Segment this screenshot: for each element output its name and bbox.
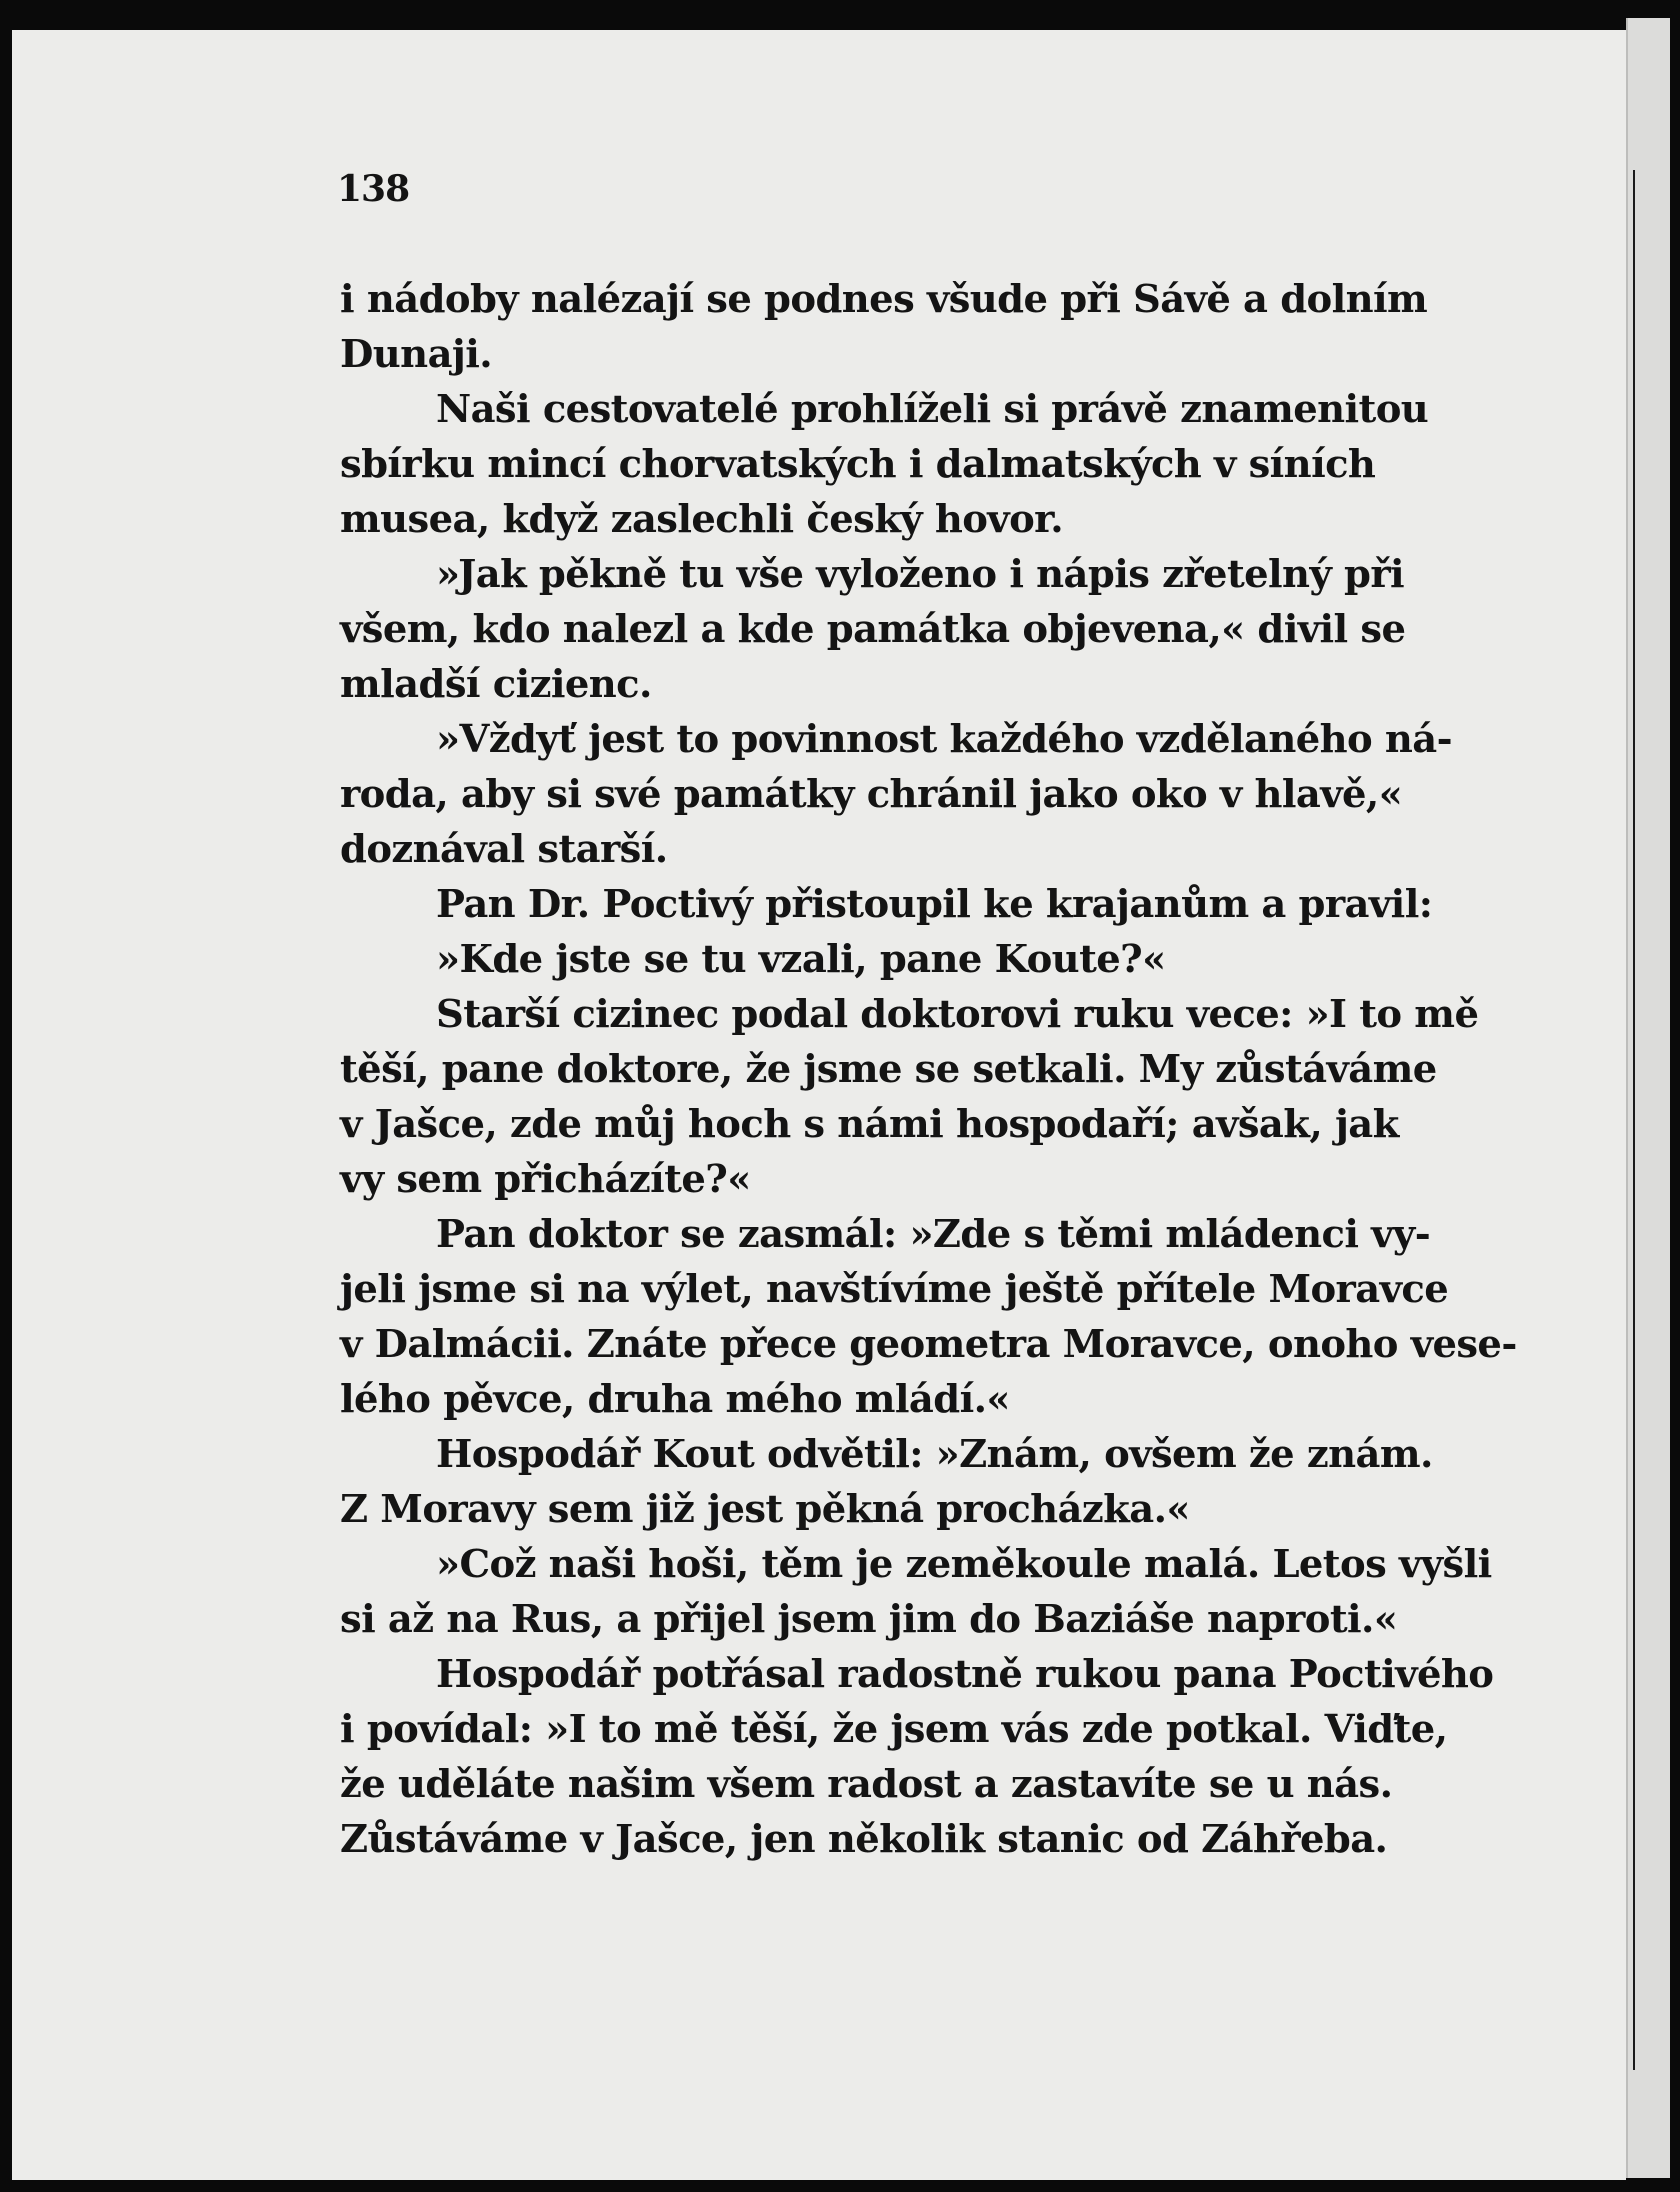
text-line: Starší cizinec podal doktorovi ruku vece: »I to mě [436, 992, 1479, 1037]
text-line: mladší cizienc. [340, 662, 652, 707]
text-line: Pan Dr. Poctivý přistoupil ke krajanům a pravil: [436, 882, 1433, 927]
text-line: v Dalmácii. Znáte přece geometra Moravce, onoho vese- [340, 1322, 1517, 1367]
text-line: »Což naši hoši, těm je zeměkoule malá. Letos vyšli [436, 1542, 1492, 1587]
text-line: doznával starší. [340, 827, 668, 872]
text-line: Pan doktor se zasmál: »Zde s těmi mládenci vy- [436, 1212, 1431, 1257]
text-line: i povídal: »I to mě těší, že jsem vás zde potkal. Viďte, [340, 1707, 1448, 1752]
text-line: sbírku mincí chorvatských i dalmatských v síních [340, 442, 1376, 487]
text-line: lého pěvce, druha mého mládí.« [340, 1377, 1010, 1422]
text-line: roda, aby si své památky chránil jako oko v hlavě,« [340, 772, 1403, 817]
text-line: Hospodář potřásal radostně rukou pana Poctivého [436, 1652, 1494, 1697]
text-line: Dunaji. [340, 332, 493, 377]
text-line: Naši cestovatelé prohlíželi si právě znamenitou [436, 387, 1429, 432]
text-line: si až na Rus, a přijel jsem jim do Baziáše naproti.« [340, 1597, 1398, 1642]
text-line: Hospodář Kout odvětil: »Znám, ovšem že znám. [436, 1432, 1433, 1477]
text-line: Z Moravy sem již jest pěkná procházka.« [340, 1487, 1190, 1532]
text-line: »Vždyť jest to povinnost každého vzdělaného ná- [436, 717, 1453, 762]
text-line: musea, když zaslechli český hovor. [340, 497, 1064, 542]
page-number: 138 [337, 168, 410, 210]
page-gutter-line [1633, 170, 1635, 2070]
text-line: i nádoby nalézají se podnes všude při Sávě a dolním [340, 277, 1428, 322]
text-line: »Jak pěkně tu vše vyloženo i nápis zřetelný při [436, 552, 1405, 597]
text-line: že uděláte našim všem radost a zastavíte se u nás. [340, 1762, 1393, 1807]
text-line: Zůstáváme v Jašce, jen několik stanic od Záhřeba. [340, 1817, 1388, 1862]
body-text [340, 272, 1517, 1867]
text-line: »Kde jste se tu vzali, pane Koute?« [436, 937, 1166, 982]
text-line: vy sem přicházíte?« [340, 1157, 751, 1202]
text-line: jeli jsme si na výlet, navštívíme ještě přítele Moravce [340, 1267, 1449, 1312]
text-line: těší, pane doktore, že jsme se setkali. My zůstáváme [340, 1047, 1437, 1092]
text-line: všem, kdo nalezl a kde památka objevena,« divil se [340, 607, 1406, 652]
text-line: v Jašce, zde můj hoch s námi hospodaří; avšak, jak [340, 1102, 1399, 1147]
